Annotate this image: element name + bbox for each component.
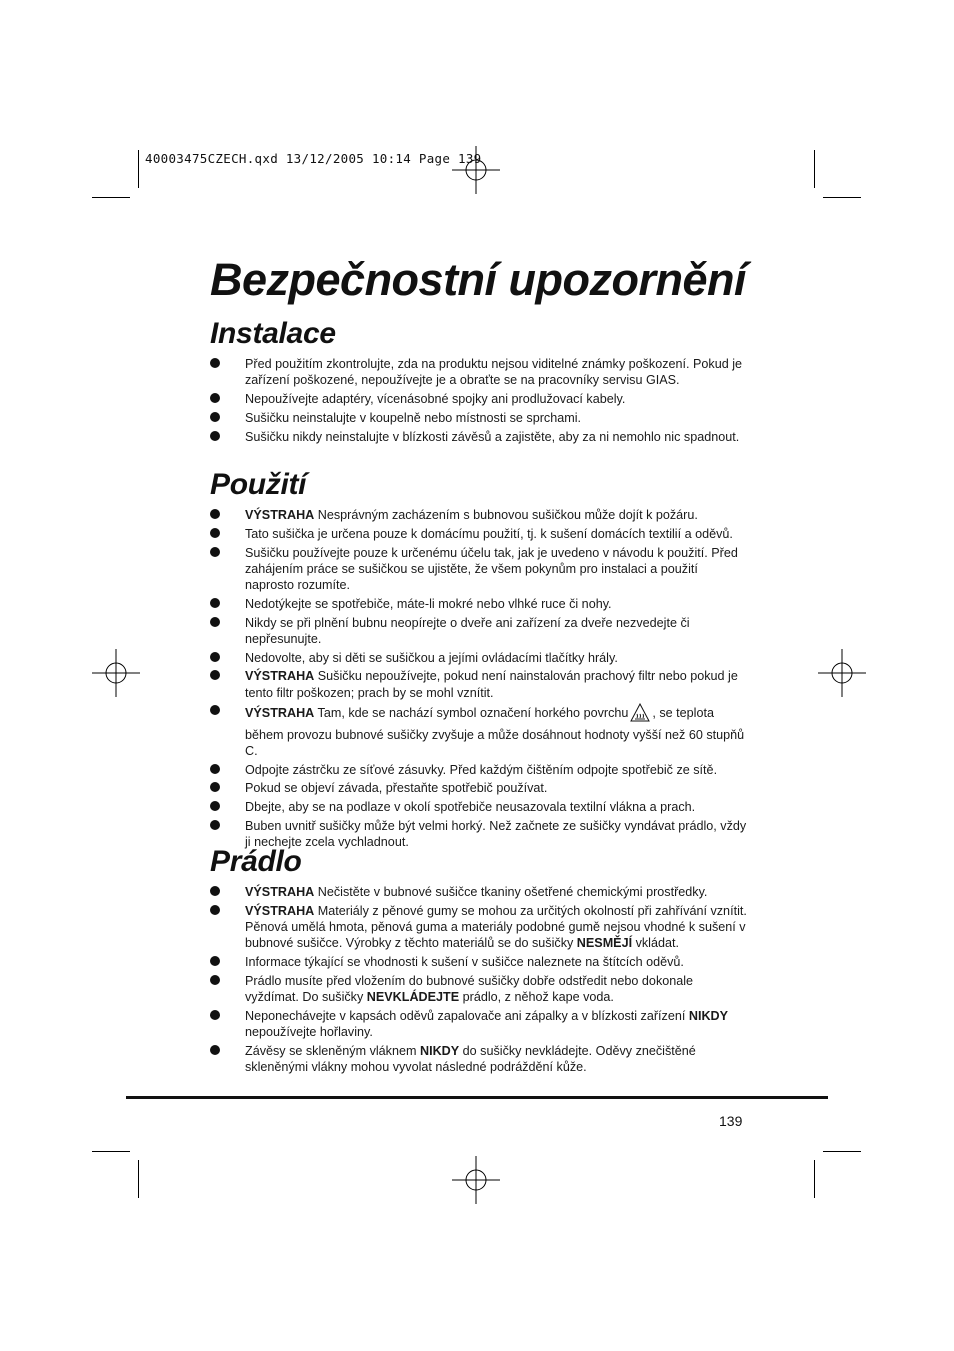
warning-label: VÝSTRAHA (245, 706, 315, 721)
list-item: Nepoužívejte adaptéry, vícenásobné spojky ani prodlužovací kabely. (210, 391, 750, 407)
print-slug: 40003475CZECH.qxd 13/12/2005 10:14 Page 139 (145, 151, 482, 166)
bullet-icon (210, 617, 220, 627)
page-title: Bezpečnostní upozornění (210, 254, 747, 305)
bullet-icon (210, 670, 220, 680)
list-item: Prádlo musíte před vložením do bubnové sušičky dobře odstředit nebo dokonale vyždímat. Do sušičky NEVKLÁDEJTE prádlo, z něhož kape voda. (210, 973, 750, 1005)
crop-mark (138, 1160, 139, 1198)
bullet-icon (210, 412, 220, 422)
crop-mark (138, 150, 139, 188)
registration-mark-icon (452, 1156, 500, 1204)
bullet-icon (210, 1010, 220, 1020)
crop-mark (92, 197, 130, 198)
crop-mark (92, 1151, 130, 1152)
section-heading: Prádlo (210, 845, 302, 878)
list-item: Nedotýkejte se spotřebiče, máte-li mokré nebo vlhké ruce či nohy. (210, 596, 750, 612)
bullet-icon (210, 431, 220, 441)
bullet-icon (210, 598, 220, 608)
bullet-icon (210, 956, 220, 966)
registration-mark-icon (92, 649, 140, 697)
hot-surface-icon (630, 703, 650, 726)
warning-label: VÝSTRAHA (245, 903, 315, 918)
bullet-list (210, 884, 750, 1075)
bullet-list (210, 356, 750, 445)
list-item: Sušičku nikdy neinstalujte v blízkosti závěsů a zajistěte, aby za ni nemohlo nic spadnout. (210, 429, 750, 445)
list-item: Nikdy se při plnění bubnu neopírejte o dveře ani zařízení za dveře nezvedejte či nepřesunujte. (210, 615, 750, 647)
section-pradlo (210, 846, 750, 1078)
list-item: VÝSTRAHA Nečistěte v bubnové sušičce tkaniny ošetřené chemickými prostředky. (210, 884, 750, 900)
bullet-icon (210, 705, 220, 715)
bullet-icon (210, 886, 220, 896)
warning-label: VÝSTRAHA (245, 669, 315, 684)
bullet-icon (210, 547, 220, 557)
bullet-icon (210, 975, 220, 985)
bullet-icon (210, 509, 220, 519)
section-pouziti (210, 469, 750, 853)
bullet-icon (210, 905, 220, 915)
warning-label: VÝSTRAHA (245, 508, 315, 522)
list-item: Před použitím zkontrolujte, zda na produktu nejsou viditelné známky poškození. Pokud je zařízení poškozené, nepoužívejte je a obraťte se na pracovníky servisu GIAS. (210, 356, 750, 388)
list-item: Odpojte zástrčku ze síťové zásuvky. Před každým čištěním odpojte spotřebič ze sítě. (210, 762, 750, 778)
warning-label: VÝSTRAHA (245, 885, 315, 899)
bullet-icon (210, 820, 220, 830)
list-item: VÝSTRAHA Nesprávným zacházením s bubnovou sušičkou může dojít k požáru. (210, 507, 750, 523)
list-item: Buben uvnitř sušičky může být velmi horký. Než začnete ze sušičky vyndávat prádlo, vždy ji nechejte zcela vychladnout. (210, 818, 750, 850)
registration-mark-icon (818, 649, 866, 697)
bullet-icon (210, 652, 220, 662)
list-item: Pokud se objeví závada, přestaňte spotřebič používat. (210, 780, 750, 796)
list-item: VÝSTRAHA Tam, kde se nachází symbol označení horkého povrchu , se teplota během provozu bubnové sušičky zvyšuje a může dosáhnout hodnoty vyšší než 60 stupňů C. (210, 703, 750, 759)
crop-mark (823, 197, 861, 198)
bullet-icon (210, 764, 220, 774)
list-item: VÝSTRAHA Materiály z pěnové gumy se mohou za určitých okolností při zahřívání vznítit. Pěnová umělá hmota, pěnová guma a materiály podobné gumě nejsou vhodné k sušení v bubnové sušičce. Výrobky z těchto materiálů se do sušičky NESMĚJÍ vkládat. (210, 903, 750, 952)
bullet-icon (210, 782, 220, 792)
list-item: Sušičku neinstalujte v koupelně nebo místnosti se sprchami. (210, 410, 750, 426)
crop-mark (814, 1160, 815, 1198)
crop-mark (814, 150, 815, 188)
list-item: Závěsy se skleněným vláknem NIKDY do sušičky nevkládejte. Oděvy znečištěné skleněnými vlákny mohou vyvolat následné podráždění kůže. (210, 1043, 750, 1075)
bullet-icon (210, 1045, 220, 1055)
bullet-icon (210, 528, 220, 538)
section-instalace (210, 318, 750, 447)
list-item: Neponechávejte v kapsách oděvů zapalovače ani zápalky a v blízkosti zařízení NIKDY nepoužívejte hořlaviny. (210, 1008, 750, 1040)
bullet-icon (210, 393, 220, 403)
list-item: Informace týkající se vhodnosti k sušení v sušičce naleznete na štítcích oděvů. (210, 954, 750, 970)
section-heading: Instalace (210, 317, 336, 350)
footer-rule (126, 1096, 828, 1099)
crop-mark (823, 1151, 861, 1152)
section-heading: Použití (210, 468, 307, 501)
list-item: Tato sušička je určena pouze k domácímu použití, tj. k sušení domácích textilií a oděvů. (210, 526, 750, 542)
bullet-icon (210, 801, 220, 811)
list-item: Nedovolte, aby si děti se sušičkou a jejími ovládacími tlačítky hrály. (210, 650, 750, 666)
bullet-list (210, 507, 750, 850)
bullet-icon (210, 358, 220, 368)
list-item: VÝSTRAHA Sušičku nepoužívejte, pokud není nainstalován prachový filtr nebo pokud je tento filtr poškozen; prach by se mohl vznítit. (210, 668, 750, 700)
list-item: Sušičku používejte pouze k určenému účelu tak, jak je uvedeno v návodu k použití. Před zahájením práce se sušičkou se ujistěte, že všem pokynům pro instalaci a použití naprosto rozumíte. (210, 545, 750, 594)
list-item: Dbejte, aby se na podlaze v okolí spotřebiče neusazovala textilní vlákna a prach. (210, 799, 750, 815)
page-number: 139 (719, 1113, 743, 1129)
